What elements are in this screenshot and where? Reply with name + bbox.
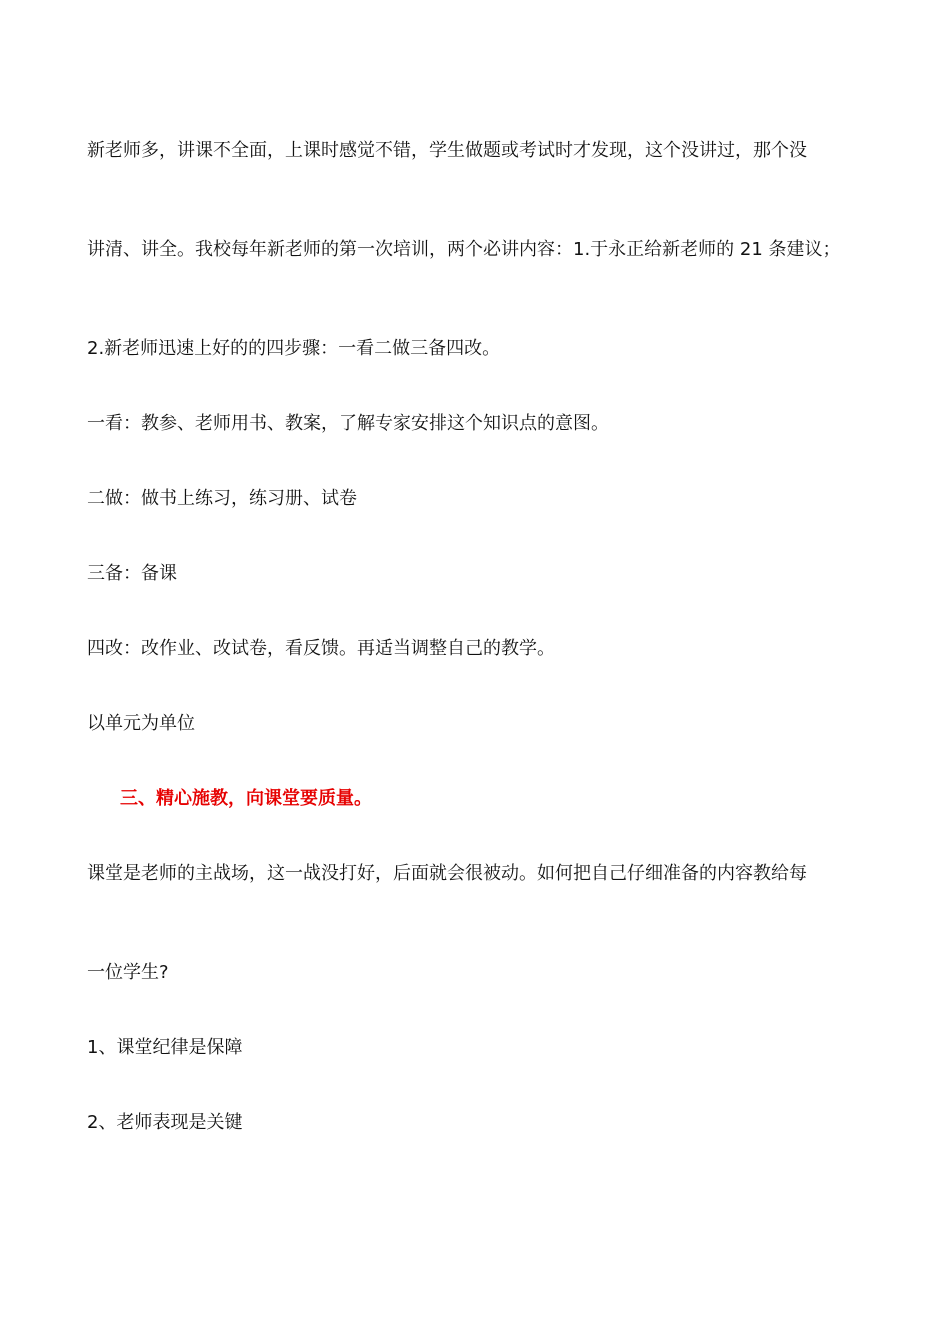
classroom-paragraph-line-2: 一位学生? xyxy=(87,962,169,983)
unit-note-line: 以单元为单位 xyxy=(87,713,195,734)
step-two-line: 二做：做书上练习，练习册、试卷 xyxy=(87,488,357,509)
list-item-1: 1、课堂纪律是保障 xyxy=(87,1037,243,1058)
paragraph-line-2: 讲清、讲全。我校每年新老师的第一次培训，两个必讲内容：1.于永正给新老师的 21 条建议； xyxy=(87,239,841,260)
step-three-line: 三备：备课 xyxy=(87,563,177,584)
classroom-paragraph-line-1: 课堂是老师的主战场，这一战没打好，后面就会很被动。如何把自己仔细准备的内容教给每 xyxy=(87,863,807,884)
step-one-line: 一看：教参、老师用书、教案，了解专家安排这个知识点的意图。 xyxy=(87,413,609,434)
paragraph-line-3: 2.新老师迅速上好的的四步骤：一看二做三备四改。 xyxy=(87,338,501,359)
step-four-line: 四改：改作业、改试卷，看反馈。再适当调整自己的教学。 xyxy=(87,638,555,659)
section-heading: 三、精心施教，向课堂要质量。 xyxy=(120,788,372,809)
paragraph-line-1: 新老师多，讲课不全面，上课时感觉不错，学生做题或考试时才发现，这个没讲过，那个没 xyxy=(87,140,807,161)
list-item-2: 2、老师表现是关键 xyxy=(87,1112,243,1133)
